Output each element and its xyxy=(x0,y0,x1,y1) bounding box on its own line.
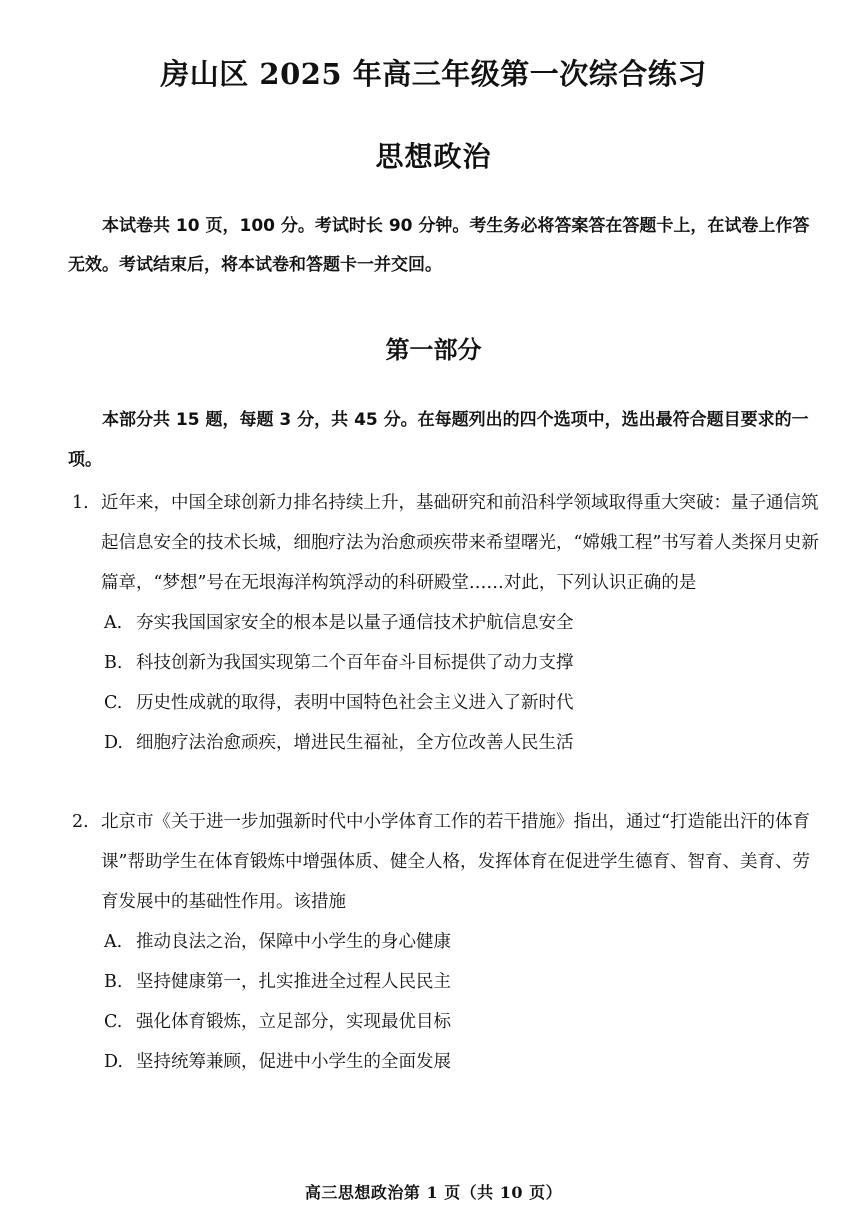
option-text: 科技创新为我国实现第二个百年奋斗目标提供了动力支撑 xyxy=(136,653,574,673)
question-2 xyxy=(68,802,820,1082)
option-text: 坚持健康第一，扎实推进全过程人民民主 xyxy=(136,972,451,992)
option-text: 坚持统筹兼顾，促进中小学生的全面发展 xyxy=(136,1052,451,1072)
option-letter: B. xyxy=(104,653,123,673)
option-text: 细胞疗法治愈顽疾，增进民生福祉，全方位改善人民生活 xyxy=(136,733,574,753)
option-letter: D. xyxy=(104,733,123,753)
option-letter: A. xyxy=(104,613,123,633)
option-b xyxy=(68,962,820,1002)
section-intro: 本部分共 15 题，每题 3 分，共 45 分。在每题列出的四个选项中，选出最符合题目要求的一项。 xyxy=(68,410,809,470)
option-a xyxy=(68,603,820,643)
subject-title: 思想政治 xyxy=(375,140,492,173)
exam-title: 房山区 2025 年高三年级第一次综合练习 xyxy=(160,57,707,91)
option-b xyxy=(68,643,820,683)
option-text: 推动良法之治，保障中小学生的身心健康 xyxy=(136,932,451,952)
question-stem-container xyxy=(68,802,820,922)
option-list xyxy=(68,922,820,1082)
option-letter: B. xyxy=(104,972,123,992)
option-letter: C. xyxy=(104,693,123,713)
option-a xyxy=(68,922,820,962)
option-d xyxy=(68,723,820,763)
option-d xyxy=(68,1042,820,1082)
option-text: 强化体育锻炼，立足部分，实现最优目标 xyxy=(136,1012,451,1032)
option-text: 历史性成就的取得，表明中国特色社会主义进入了新时代 xyxy=(136,693,574,713)
option-list xyxy=(68,603,820,763)
question-number: 2. xyxy=(72,812,89,832)
option-text: 夯实我国国家安全的根本是以量子通信技术护航信息安全 xyxy=(136,613,574,633)
question-stem-container xyxy=(68,483,820,603)
question-stem: 近年来，中国全球创新力排名持续上升，基础研究和前沿科学领域取得重大突破：量子通信筑起信息安全的技术长城，细胞疗法为治愈顽疾带来希望曙光，“嫦娥工程”书写着人类探月史新篇章，“梦想”号在无垠海洋构筑浮动的科研殿堂……对此，下列认识正确的是 xyxy=(101,493,819,593)
option-letter: A. xyxy=(104,932,123,952)
question-stem: 北京市《关于进一步加强新时代中小学体育工作的若干措施》指出，通过“打造能出汗的体育课”帮助学生在体育锻炼中增强体质、健全人格，发挥体育在促进学生德育、智育、美育、劳育发展中的基础性作用。该措施 xyxy=(101,812,810,912)
option-letter: C. xyxy=(104,1012,123,1032)
page-footer: 高三思想政治第 1 页（共 10 页） xyxy=(304,1183,563,1202)
exam-instructions: 本试卷共 10 页，100 分。考试时长 90 分钟。考生务必将答案答在答题卡上，在试卷上作答无效。考试结束后，将本试卷和答题卡一并交回。 xyxy=(68,216,810,275)
option-c xyxy=(68,1002,820,1042)
question-number: 1. xyxy=(72,493,89,513)
option-c xyxy=(68,683,820,723)
question-1 xyxy=(68,483,820,763)
option-letter: D. xyxy=(104,1052,123,1072)
section-heading: 第一部分 xyxy=(385,335,482,364)
